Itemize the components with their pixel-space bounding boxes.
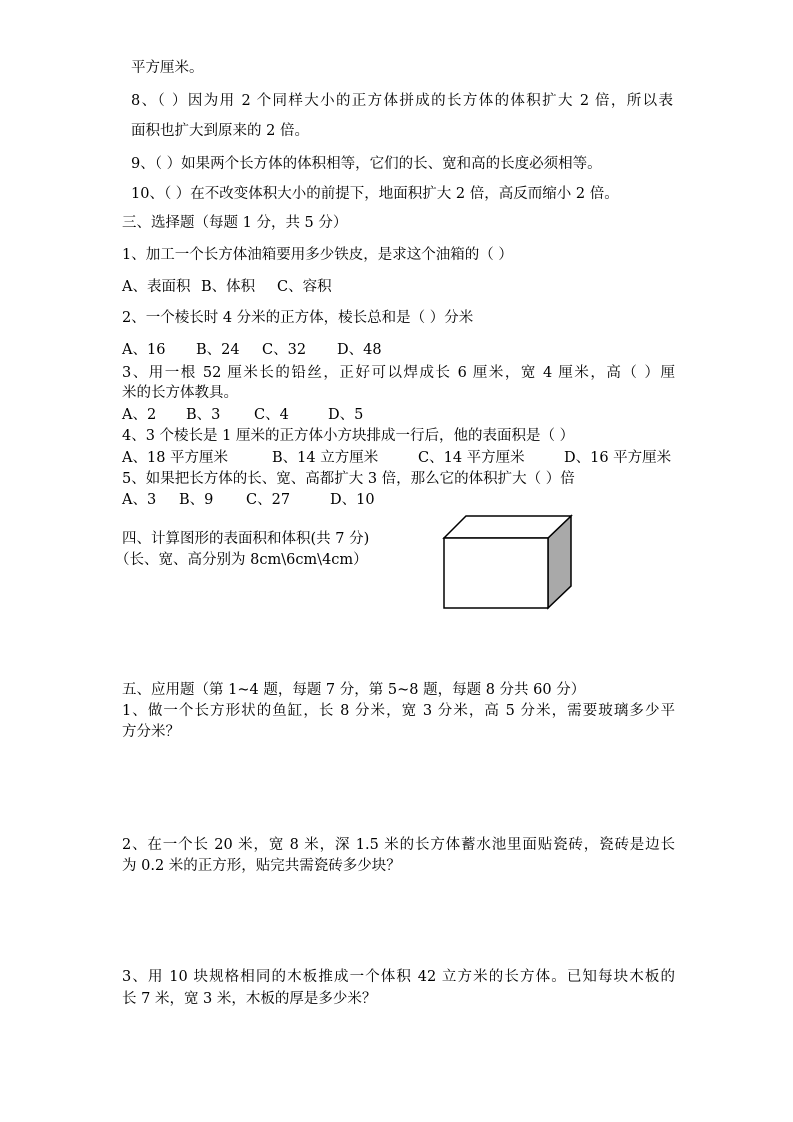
option-d: D、10 bbox=[330, 492, 375, 508]
choice-question-1: 1、加工一个长方体油箱要用多少铁皮，是求这个油箱的（ ） bbox=[122, 247, 513, 263]
tf-question-8b: 面积也扩大到原来的 2 倍。 bbox=[131, 123, 309, 139]
tf-prev-line: 平方厘米。 bbox=[131, 60, 204, 76]
option-c: C、27 bbox=[246, 492, 291, 508]
tf-question-10: 10、（ ）在不改变体积大小的前提下，地面积扩大 2 倍，高反而缩小 2 倍。 bbox=[131, 186, 619, 202]
choice-question-3a: 3、用一根 52 厘米长的铅丝，正好可以焊成长 6 厘米，宽 4 厘米，高（ ）厘 bbox=[122, 365, 675, 381]
section-choice-heading: 三、选择题（每题 1 分，共 5 分） bbox=[122, 215, 348, 231]
choice-question-5: 5、如果把长方体的长、宽、高都扩大 3 倍，那么它的体积扩大（ ）倍 bbox=[122, 471, 575, 487]
applied-question-2b: 为 0.2 米的正方形，贴完共需瓷砖多少块？ bbox=[122, 858, 401, 874]
option-a: A、16 bbox=[122, 342, 166, 358]
option-a: A、表面积 bbox=[122, 279, 191, 295]
section-applied-heading: 五、应用题（第 1~4 题，每题 7 分，第 5~8 题，每题 8 分共 60 分） bbox=[122, 682, 586, 698]
choice-question-2: 2、一个棱长时 4 分米的正方体，棱长总和是（ ）分米 bbox=[122, 310, 474, 326]
option-b: B、24 bbox=[196, 342, 240, 358]
choice-question-3b: 米的长方体教具。 bbox=[122, 385, 238, 401]
choice-options-3 bbox=[122, 408, 682, 424]
tf-question-8a: 8、（ ）因为用 2 个同样大小的正方体拼成的长方体的体积扩大 2 倍，所以表 bbox=[131, 93, 673, 109]
applied-question-3b: 长 7 米，宽 3 米，木板的厚是多少米？ bbox=[122, 991, 377, 1007]
option-c: C、14 平方厘米 bbox=[418, 450, 525, 466]
cuboid-icon bbox=[440, 512, 576, 612]
option-a: A、18 平方厘米 bbox=[122, 450, 229, 466]
option-b: B、3 bbox=[186, 407, 221, 423]
choice-options-4 bbox=[122, 451, 682, 467]
option-c: C、容积 bbox=[277, 279, 332, 295]
applied-question-2a: 2、在一个长 20 米，宽 8 米，深 1.5 米的长方体蓄水池里面贴瓷砖，瓷砖是边长 bbox=[122, 837, 675, 853]
applied-question-3a: 3、用 10 块规格相同的木板推成一个体积 42 立方米的长方体。已知每块木板的 bbox=[122, 969, 675, 985]
calc-dimensions: （长、宽、高分别为 8cm\6cm\4cm） bbox=[115, 552, 368, 568]
tf-question-9: 9、（ ）如果两个长方体的体积相等，它们的长、宽和高的长度必须相等。 bbox=[131, 156, 602, 172]
choice-options-1 bbox=[122, 280, 682, 296]
option-d: D、48 bbox=[337, 342, 382, 358]
option-b: B、9 bbox=[179, 492, 214, 508]
applied-question-1b: 方分米？ bbox=[122, 724, 180, 740]
option-a: A、2 bbox=[122, 407, 157, 423]
option-b: B、体积 bbox=[201, 279, 256, 295]
option-c: C、32 bbox=[262, 342, 307, 358]
choice-question-4: 4、3 个棱长是 1 厘米的正方体小方块排成一行后，他的表面积是（ ） bbox=[122, 428, 575, 444]
option-d: D、16 平方厘米 bbox=[564, 450, 672, 466]
choice-options-2 bbox=[122, 343, 682, 359]
option-a: A、3 bbox=[122, 492, 157, 508]
section-calc-heading: 四、计算图形的表面积和体积(共 7 分) bbox=[122, 531, 370, 547]
applied-question-1a: 1、做一个长方形状的鱼缸，长 8 分米，宽 3 分米，高 5 分米，需要玻璃多少平 bbox=[122, 703, 675, 719]
choice-options-5 bbox=[122, 493, 682, 509]
option-b: B、14 立方厘米 bbox=[272, 450, 379, 466]
option-d: D、5 bbox=[328, 407, 364, 423]
option-c: C、4 bbox=[254, 407, 289, 423]
